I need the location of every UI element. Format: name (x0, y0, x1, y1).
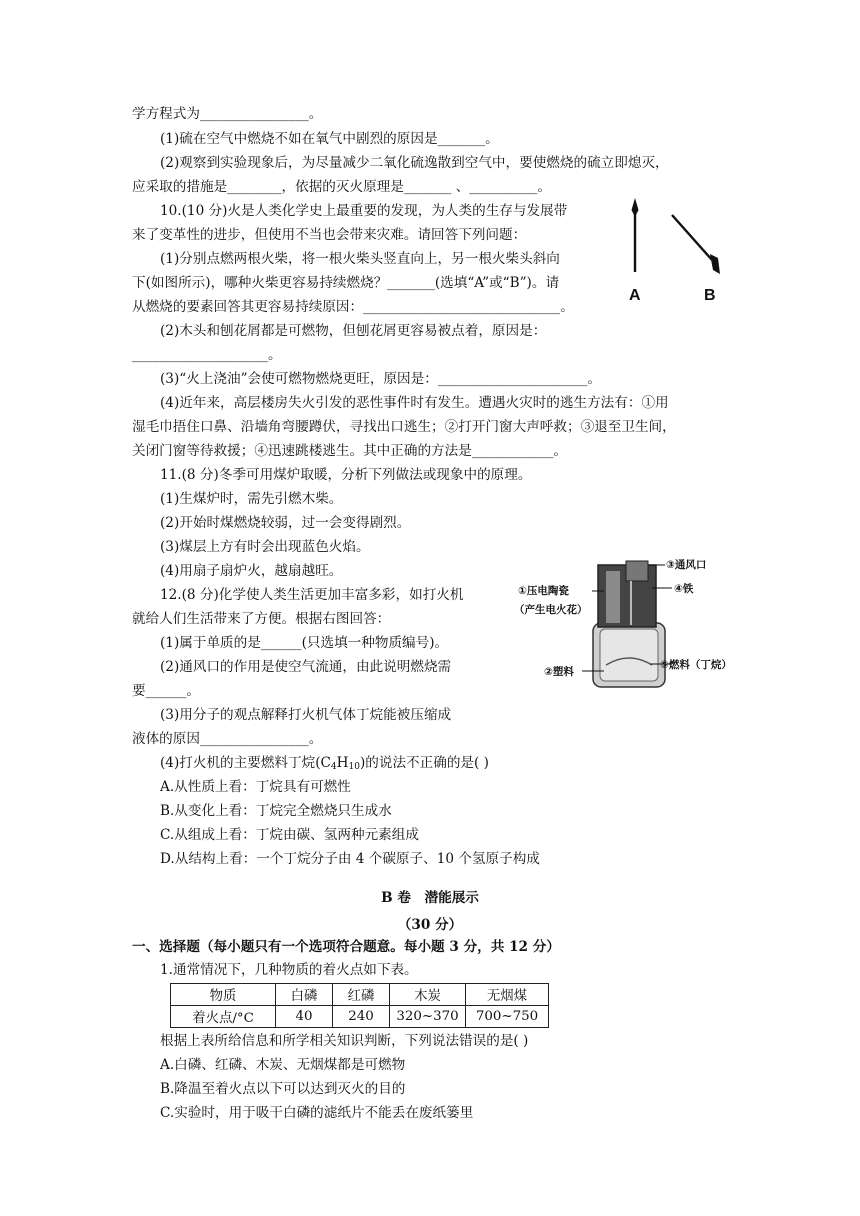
text-line: 学方程式为________________。 (132, 106, 323, 122)
ignition-table (170, 983, 549, 1028)
table-cell: 无烟煤 (466, 984, 549, 1006)
text-line: ____________________。 (132, 347, 282, 363)
text-line: (4)近年来，高层楼房失火引发的恶性事件时有发生。遭遇火灾时的逃生方法有：①用 (160, 395, 669, 411)
label-a: A (629, 287, 641, 304)
table-row (171, 984, 549, 1006)
table-cell: 240 (333, 1006, 390, 1028)
text-line: 湿毛巾捂住口鼻、沿墙角弯腰蹲伏，寻找出口逃生；②打开门窗大声呼救；③退至卫生间， (132, 419, 676, 435)
label-vent: ③通风口 (666, 559, 707, 571)
text-line: (2)木头和刨花屑都是可燃物，但刨花屑更容易被点着，原因是： (160, 323, 547, 339)
text-line: (1)生煤炉时，需先引燃木柴。 (160, 491, 343, 507)
label-b: B (704, 287, 716, 304)
question-12: 12.(8 分)化学使人类生活更加丰富多彩，如打火机 (160, 587, 464, 603)
section-heading: 一、选择题（每小题只有一个选项符合题意。每小题 3 分，共 12 分） (132, 939, 560, 955)
text-line: (2)观察到实验现象后，为尽量减少二氧化硫逸散到空气中，要使燃烧的硫立即熄灭， (160, 155, 669, 171)
text-line: (3)“火上浇油”会使可燃物燃烧更旺，原因是：______________________。 (160, 371, 601, 387)
text-line: 要______。 (132, 683, 200, 699)
text-line: 就给人们生活带来了方便。根据右图回答： (132, 611, 391, 627)
text-line: (2)开始时煤燃烧较弱，过一会变得剧烈。 (160, 515, 411, 531)
match-a-head (632, 198, 639, 217)
question-10: 10.(10 分)火是人类化学史上最重要的发现，为人类的生存与发展带 (160, 203, 568, 219)
table-cell: 物质 (171, 984, 276, 1006)
text-line: 根据上表所给信息和所学相关知识判断，下列说法错误的是( ) (160, 1033, 529, 1049)
text-line: (4)打火机的主要燃料丁烷$(C_4H_{10})$的说法不正确的是( ) (160, 755, 489, 772)
text-line: (1)属于单质的是______(只选填一种物质编号)。 (160, 635, 449, 651)
text-line: (3)煤层上方有时会出现蓝色火焰。 (160, 539, 370, 555)
table-cell: 着火点/°C (171, 1006, 276, 1028)
table-cell: 40 (276, 1006, 333, 1028)
fuel-tank (600, 629, 658, 681)
text-line: (2)通风口的作用是使空气流通，由此说明燃烧需 (160, 659, 452, 675)
text-line: 从燃烧的要素回答其更容易持续原因：_____________________________。 (132, 299, 574, 315)
table-cell: 木炭 (390, 984, 466, 1006)
matches-figure (618, 190, 738, 310)
table-cell: 700~750 (466, 1006, 549, 1028)
text-line: 来了变革性的进步，但使用不当也会带来灾难。请回答下列问题： (132, 227, 527, 243)
text-line: 应采取的措施是________，依据的灭火原理是_______ 、__________。 (132, 179, 551, 195)
match-b-stick (672, 215, 712, 260)
text-line: (1)分别点燃两根火柴，将一根火柴头竖直向上，另一根火柴头斜向 (160, 251, 560, 267)
piezo-part (606, 571, 620, 623)
table-cell: 红磷 (333, 984, 390, 1006)
table-cell: 白磷 (276, 984, 333, 1006)
option-a: A.从性质上看：丁烷具有可燃性 (160, 779, 351, 795)
section-title: B 卷 潜能展示 (381, 890, 479, 906)
label-plastic: ②塑料 (544, 666, 574, 678)
table-cell: 320~370 (390, 1006, 466, 1028)
match-b-head (710, 254, 720, 274)
text-line: 关闭门窗等待救援；④迅速跳楼逃生。其中正确的方法是____________。 (132, 443, 567, 459)
option-a: A.白磷、红磷、木炭、无烟煤都是可燃物 (160, 1057, 406, 1073)
label-spark: （产生电火花） (514, 604, 588, 616)
vent-cap (626, 561, 648, 581)
text-line: (3)用分子的观点解释打火机气体丁烷能被压缩成 (160, 707, 452, 723)
question-11: 11.(8 分)冬季可用煤炉取暖，分析下列做法或现象中的原理。 (160, 467, 532, 483)
option-d: D.从结构上看：一个丁烷分子由 4 个碳原子、10 个氢原子构成 (160, 851, 540, 867)
text-line: 下(如图所示)，哪种火柴更容易持续燃烧？_______(选填“A”或“B”)。请 (132, 275, 560, 291)
option-b: B.降温至着火点以下可以达到灭火的目的 (160, 1081, 406, 1097)
text-line: (1)硫在空气中燃烧不如在氧气中剧烈的原因是_______。 (160, 131, 499, 147)
option-b: B.从变化上看：丁烷完全燃烧只生成水 (160, 803, 392, 819)
option-c: C.从组成上看：丁烷由碳、氢两种元素组成 (160, 827, 419, 843)
section-score: （30 分） (397, 917, 463, 933)
question-1: 1.通常情况下，几种物质的着火点如下表。 (160, 962, 418, 978)
text-line: (4)用扇子扇炉火，越扇越旺。 (160, 563, 343, 579)
text-line: 液体的原因________________。 (132, 731, 323, 747)
option-c: C.实验时，用于吸干白磷的滤纸片不能丢在废纸篓里 (160, 1105, 474, 1121)
label-fuel: ⑤燃料（丁烷） (660, 659, 732, 671)
table-row (171, 1006, 549, 1028)
label-piezo: ①压电陶瓷 (518, 585, 569, 597)
label-iron: ④铁 (674, 583, 694, 595)
lighter-figure (510, 553, 740, 693)
